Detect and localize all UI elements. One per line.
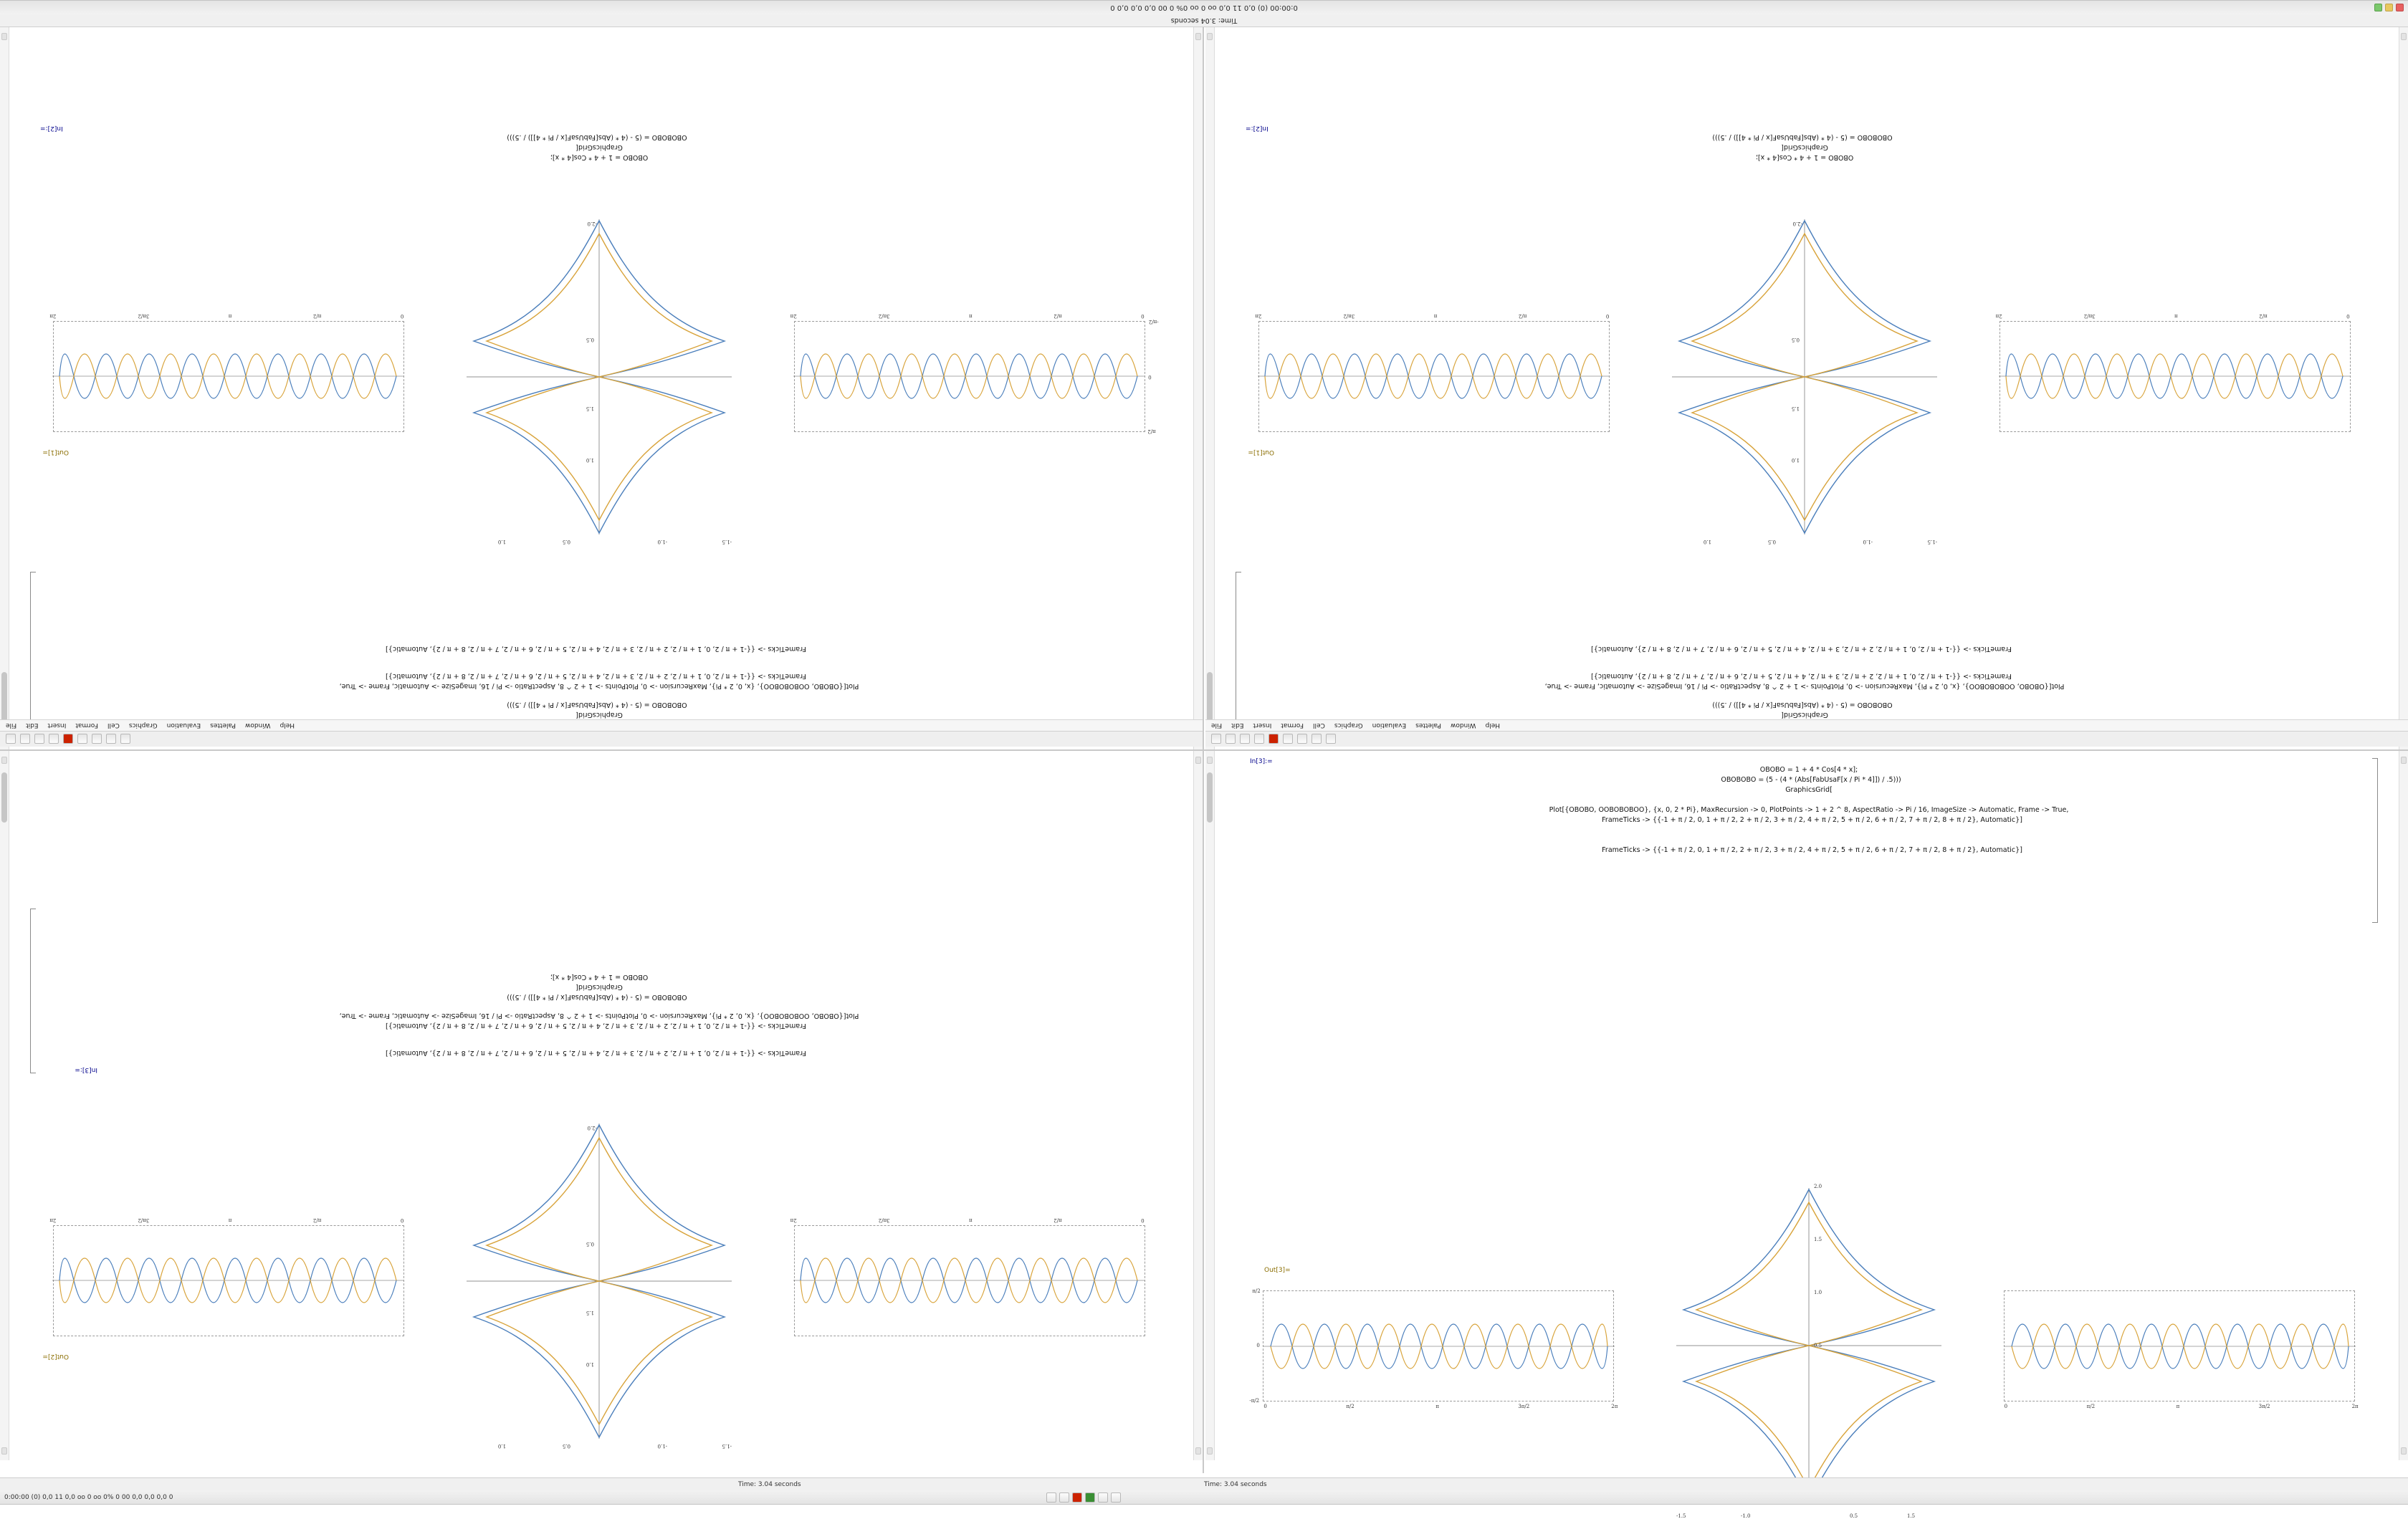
open-icon[interactable] [1226, 734, 1236, 744]
out-label-bl: Out[2]= [42, 1353, 69, 1360]
scroll-up-arrow[interactable] [1207, 33, 1213, 40]
tick-label: 1.0 [586, 457, 595, 463]
in-label-tl-2: In[2]:= [40, 125, 63, 132]
tick-label: π/2 [1054, 313, 1062, 320]
menu-item[interactable]: Format [75, 722, 99, 729]
tick-label: -1.5 [1927, 539, 1938, 545]
toolbar-right[interactable] [1205, 731, 2408, 747]
cosine-strip-right[interactable] [1255, 313, 1610, 433]
top-status-left-text: 0:00:00 (0) 0,0 11 0,0 oo 0 oo 0% 0 00 0,0 0,0 0,0 0 [1110, 4, 1298, 11]
tick-label: 3π/2 [138, 1217, 150, 1224]
code-line[interactable]: Plot[{OBOBO, OOBOBOBOO}, {x, 0, 2 * Pi}, MaxRecursion -> 0, PlotPoints -> 1 + 2 ^ 8, AspectRatio -> Pi / 16, ImageSize -> Automatic, Frame -> True, [1549, 806, 2069, 814]
tick-label: 0 [1263, 1403, 1267, 1409]
polar-rose-plot[interactable] [1655, 1181, 1963, 1519]
cosine-strip-right[interactable] [49, 313, 404, 433]
code-line[interactable]: GraphicsGrid[ [575, 143, 623, 151]
scroll-up-arrow[interactable] [2401, 757, 2407, 764]
code-line[interactable]: GraphicsGrid[ [1785, 786, 1833, 794]
cosine-strip-left[interactable] [790, 1217, 1145, 1337]
notebook-content-bl[interactable] [16, 751, 1187, 1460]
paste-icon[interactable] [1312, 734, 1322, 744]
tick-label: π/2 [2086, 1403, 2096, 1409]
code-spacer [1250, 795, 2368, 805]
cosine-strip-right[interactable] [49, 1217, 404, 1337]
scroll-up-arrow[interactable] [1195, 757, 1201, 764]
code-line[interactable]: FrameTicks -> {{-1 + π / 2, 0, 1 + π / 2, 2 + π / 2, 3 + π / 2, 4 + π / 2, 5 + π / 2, 6 + π / 2, 7 + π / 2, 8 + π / 2}, Automatic}] [386, 1022, 813, 1030]
code-spacer [40, 1039, 1158, 1048]
cell-bracket[interactable] [1236, 572, 1241, 737]
undo-icon[interactable] [1326, 734, 1336, 744]
tick-label: -1.0 [657, 539, 668, 545]
tick-label: 1.5 [586, 406, 595, 411]
code-spacer [40, 1030, 1158, 1039]
menu-item[interactable]: Evaluation [166, 722, 201, 729]
notebook-content-tr[interactable] [1221, 27, 2392, 749]
scrollbar-right-tr[interactable] [2399, 27, 2408, 749]
notebook-top-right[interactable] [1205, 27, 2408, 749]
tick-label: π [969, 313, 973, 320]
code-line[interactable]: GraphicsGrid[ [1781, 711, 1828, 719]
scroll-down-arrow[interactable] [2401, 1447, 2407, 1455]
bottom-titlebar [0, 1490, 2408, 1505]
graphics-grid-br[interactable] [1243, 1181, 2375, 1519]
tick-label: π/2 [1147, 428, 1156, 435]
scroll-up-arrow[interactable] [1, 33, 7, 40]
mid-chrome-left[interactable] [0, 719, 1203, 751]
close-icon[interactable] [2396, 4, 2404, 11]
tick-label: 0.5 [586, 1241, 595, 1247]
tick-label: 1.5 [586, 1310, 595, 1316]
graphics-grid-bl[interactable] [33, 1116, 1165, 1449]
tick-label: -1.0 [1740, 1513, 1751, 1519]
menubar-left[interactable] [0, 719, 1203, 731]
scroll-thumb[interactable] [1, 772, 7, 823]
in-label-br: In[3]:= [1250, 758, 1273, 765]
open-icon[interactable] [20, 734, 30, 744]
bottom-status-left-text: 0:00:00 (0) 0,0 11 0,0 oo 0 oo 0% 0 00 0,0 0,0 0,0 0 [4, 1493, 173, 1501]
copy-icon[interactable] [92, 734, 102, 744]
scrollbar-right-br[interactable] [2399, 751, 2408, 1460]
tick-label: 0 [1256, 1342, 1260, 1348]
code-line[interactable]: OBOBOBO = (5 - (4 * (Abs[FabUsaF[x / Pi * 4]]) / .5))) [1712, 701, 1897, 709]
cut-icon[interactable] [1283, 734, 1293, 744]
code-spacer [1246, 691, 2364, 699]
in-label-tr-2: In[2]:= [1246, 125, 1268, 132]
save-icon[interactable] [1098, 1492, 1108, 1503]
cosine-strip-left[interactable] [1249, 1288, 1618, 1409]
tick-label: π [228, 1217, 232, 1224]
code-line[interactable]: OBOBOBO = (5 - (4 * (Abs[FabUsaF[x / Pi * 4]]) / .5))) [1712, 133, 1897, 141]
tick-label: 0.5 [1813, 1343, 1822, 1348]
code-line[interactable]: OBOBO = 1 + 4 * Cos[4 * x]; [550, 153, 649, 161]
menu-item[interactable]: Window [244, 722, 271, 729]
code-line[interactable]: Plot[{OBOBO, OOBOBOBOO}, {x, 0, 2 * Pi}, MaxRecursion -> 0, PlotPoints -> 1 + 2 ^ 8, AspectRatio -> Pi / 16, ImageSize -> Automatic, Frame -> True, [1544, 682, 2065, 690]
mid-chrome-right[interactable] [1205, 719, 2408, 751]
tick-label: π [1435, 1403, 1439, 1409]
tick-label: 2π [1255, 313, 1262, 320]
code-line[interactable]: FrameTicks -> {{-1 + π / 2, 0, 1 + π / 2, 2 + π / 2, 3 + π / 2, 4 + π / 2, 5 + π / 2, 6 + π / 2, 7 + π / 2, 8 + π / 2}, Automatic}] [1591, 645, 2018, 653]
scrollbar-right-bl[interactable] [1193, 751, 1203, 1460]
menu-item[interactable]: Insert [47, 722, 67, 729]
tick-label: 1.0 [497, 539, 507, 545]
cosine-strip-left-svg [793, 321, 1145, 432]
tick-label: π/2 [312, 1217, 322, 1224]
code-spacer [40, 635, 1158, 643]
tick-label: -2.0 [587, 1125, 598, 1131]
new-icon[interactable] [1211, 734, 1221, 744]
tick-label: 1.0 [1813, 1290, 1822, 1295]
undo-icon[interactable] [120, 734, 130, 744]
code-line[interactable]: OBOBOBO = (5 - (4 * (Abs[FabUsaF[x / Pi * 4]]) / .5))) [507, 701, 692, 709]
tick-label: -1.5 [722, 539, 732, 545]
paste-icon[interactable] [106, 734, 116, 744]
notebook-top-left[interactable] [0, 27, 1203, 749]
tick-label: -2.0 [587, 221, 598, 226]
tick-label: 0 [1141, 313, 1145, 320]
cosine-strip-right-svg [52, 321, 403, 432]
tick-label: 2π [49, 1217, 57, 1224]
cosine-strip-left-svg [793, 1225, 1145, 1336]
cut-icon[interactable] [77, 734, 87, 744]
tick-label: 2.0 [1813, 1184, 1822, 1189]
print-icon[interactable] [1254, 734, 1264, 744]
tick-label: 0 [2004, 1403, 2008, 1409]
tick-label: 3π/2 [2083, 313, 2096, 320]
tick-label: 1.5 [1791, 406, 1800, 411]
out-label-tl: Out[1]= [42, 449, 69, 456]
tick-label: 2π [790, 313, 797, 320]
scrollbar-left-tl[interactable] [0, 27, 9, 749]
scrollbar-left-tr[interactable] [1205, 27, 1215, 749]
scroll-up-arrow[interactable] [1195, 33, 1201, 40]
bottom-timing-left: Time: 3.04 seconds [738, 1480, 801, 1488]
tick-label: 1.0 [1791, 457, 1800, 463]
code-line[interactable]: FrameTicks -> {{-1 + π / 2, 0, 1 + π / 2, 2 + π / 2, 3 + π / 2, 4 + π / 2, 5 + π / 2, 6 + π / 2, 7 + π / 2, 8 + π / 2}, Automatic}] [1591, 672, 2018, 680]
cosine-strip-right[interactable] [2004, 1290, 2359, 1409]
code-line[interactable]: OBOBO = 1 + 4 * Cos[4 * x]; [1759, 766, 1858, 774]
cosine-strip-left[interactable] [790, 313, 1159, 435]
top-status-strip [0, 14, 2408, 27]
new-icon[interactable] [1046, 1492, 1056, 1503]
tick-label: -1.5 [1676, 1513, 1686, 1519]
scroll-down-arrow[interactable] [1207, 1447, 1213, 1455]
stop-icon[interactable] [1072, 1492, 1082, 1503]
cosine-strip-right-svg [2005, 1291, 2356, 1402]
tick-label: π/2 [2259, 313, 2268, 320]
stop-icon[interactable] [63, 734, 73, 744]
code-line[interactable]: GraphicsGrid[ [1781, 143, 1828, 151]
tick-label: 0 [1141, 1217, 1145, 1224]
toolbar-left[interactable] [0, 731, 1203, 747]
code-spacer [1246, 653, 2364, 662]
tick-label: 0.5 [562, 539, 571, 545]
menu-item[interactable]: File [6, 722, 17, 729]
menubar-right[interactable] [1205, 719, 2408, 731]
scrollbar-left-bl[interactable] [0, 751, 9, 1460]
tick-label: 3π/2 [138, 313, 150, 320]
tick-label: 1.0 [497, 1443, 507, 1449]
scroll-down-arrow[interactable] [1, 1447, 7, 1455]
notebook-canvas-tl[interactable] [0, 27, 1203, 749]
tick-label: π [228, 313, 232, 320]
minimize-icon[interactable] [2385, 4, 2393, 11]
top-timing-text: Time: 3.04 seconds [1170, 16, 1238, 24]
tick-label: -π/2 [1249, 1397, 1260, 1404]
bottom-toolbar-icons[interactable] [1046, 1492, 1121, 1503]
tick-label: 2π [49, 313, 57, 320]
menu-item[interactable]: Cell [108, 722, 120, 729]
code-line[interactable]: FrameTicks -> {{-1 + π / 2, 0, 1 + π / 2, 2 + π / 2, 3 + π / 2, 4 + π / 2, 5 + π / 2, 6 + π / 2, 7 + π / 2, 8 + π / 2}, Automatic}] [386, 672, 813, 680]
tick-label: π [969, 1217, 973, 1224]
code-line[interactable]: GraphicsGrid[ [575, 711, 623, 719]
tick-label: 2π [1611, 1403, 1618, 1409]
code-line[interactable]: OBOBOBO = (5 - (4 * (Abs[FabUsaF[x / Pi * 4]]) / .5))) [507, 133, 692, 141]
graphics-grid-tl[interactable] [33, 212, 1165, 545]
bottom-status-strip [0, 1477, 2408, 1490]
maximize-icon[interactable] [2374, 4, 2382, 11]
tick-label: 0 [400, 313, 404, 320]
code-line[interactable]: GraphicsGrid[ [575, 983, 623, 991]
tick-label: 2π [2351, 1403, 2359, 1409]
tick-label: 0 [400, 1217, 404, 1224]
scroll-down-arrow[interactable] [1195, 1447, 1201, 1455]
code-line[interactable]: FrameTicks -> {{-1 + π / 2, 0, 1 + π / 2, 2 + π / 2, 3 + π / 2, 4 + π / 2, 5 + π / 2, 6 + π / 2, 7 + π / 2, 8 + π / 2}, Automatic}] [1595, 816, 2022, 824]
save-icon[interactable] [1240, 734, 1250, 744]
tick-label: π [1433, 313, 1438, 320]
cell-bracket[interactable] [2372, 758, 2378, 923]
copy-icon[interactable] [1297, 734, 1307, 744]
print-icon[interactable] [49, 734, 59, 744]
scroll-thumb[interactable] [1207, 672, 1213, 722]
menu-item[interactable]: Palettes [210, 722, 236, 729]
cosine-strip-left-svg [1263, 1291, 1615, 1402]
tick-label: 0.5 [1849, 1513, 1858, 1519]
menu-item[interactable]: Insert [1253, 722, 1272, 729]
menu-item[interactable]: Graphics [128, 722, 158, 729]
scrollbar-left-br[interactable] [1205, 751, 1215, 1460]
tick-label: 0.5 [1767, 539, 1777, 545]
window-controls[interactable] [2374, 4, 2404, 11]
tick-label: -1.0 [1863, 539, 1873, 545]
tick-label: 0.5 [1791, 337, 1800, 342]
code-spacer [40, 662, 1158, 671]
menu-item[interactable]: Evaluation [1372, 722, 1407, 729]
tick-label: 2π [790, 1217, 797, 1224]
tick-label: 1.0 [1703, 539, 1712, 545]
tick-label: π/2 [312, 313, 322, 320]
menu-item[interactable]: Help [280, 722, 295, 729]
menu-item[interactable]: Window [1450, 722, 1476, 729]
menu-item[interactable]: File [1211, 722, 1223, 729]
tick-label: -1.5 [722, 1443, 732, 1449]
menu-item[interactable]: Help [1485, 722, 1501, 729]
tick-label: π [2176, 1403, 2180, 1409]
tick-label: 3π/2 [1343, 313, 1355, 320]
code-line[interactable]: Plot[{OBOBO, OOBOBOBOO}, {x, 0, 2 * Pi}, MaxRecursion -> 0, PlotPoints -> 1 + 2 ^ 8, AspectRatio -> Pi / 16, ImageSize -> Automatic, Frame -> True, [339, 682, 859, 690]
menu-item[interactable]: Edit [26, 722, 39, 729]
cell-bracket[interactable] [30, 909, 36, 1073]
tick-label: π/2 [1054, 1217, 1062, 1224]
cosine-strip-right-svg [1258, 321, 1609, 432]
code-spacer [1246, 635, 2364, 643]
open-icon[interactable] [1059, 1492, 1069, 1503]
polar-rose-svg [1650, 212, 1959, 542]
menu-item[interactable]: Cell [1313, 722, 1325, 729]
code-line[interactable]: OBOBOBO = (5 - (4 * (Abs[FabUsaF[x / Pi * 4]]) / .5))) [507, 993, 692, 1001]
code-spacer [1250, 825, 2368, 835]
new-icon[interactable] [6, 734, 16, 744]
tick-label: 0 [1605, 313, 1610, 320]
top-titlebar [0, 0, 2408, 14]
stop-icon[interactable] [1268, 734, 1279, 744]
tick-label: π/2 [1252, 1288, 1261, 1294]
cosine-strip-left-svg [1999, 321, 2350, 432]
menu-item[interactable]: Palettes [1415, 722, 1441, 729]
tick-label: 0.5 [562, 1443, 571, 1449]
tick-label: 2π [1995, 313, 2002, 320]
polar-rose-plot[interactable] [445, 212, 753, 545]
tick-label: π [2174, 313, 2178, 320]
code-line[interactable]: OBOBO = 1 + 4 * Cos[4 * x]; [550, 973, 649, 981]
menu-item[interactable]: Graphics [1334, 722, 1363, 729]
print-icon[interactable] [1111, 1492, 1121, 1503]
polar-rose-plot[interactable] [1650, 212, 1959, 545]
code-spacer [40, 1058, 1158, 1066]
menu-item[interactable]: Format [1281, 722, 1304, 729]
tick-label: 0 [1148, 374, 1152, 380]
notebook-content-tl[interactable] [16, 27, 1187, 749]
cosine-strip-right-svg [52, 1225, 403, 1336]
cosine-strip-left[interactable] [1995, 313, 2351, 433]
scroll-up-arrow[interactable] [2401, 33, 2407, 40]
run-icon[interactable] [1085, 1492, 1095, 1503]
notebook-canvas-bl[interactable] [0, 751, 1203, 1460]
tick-label: 3π/2 [1518, 1403, 1530, 1409]
code-spacer [1250, 835, 2368, 845]
tick-label: 0 [2346, 313, 2350, 320]
tick-label: 3π/2 [878, 1217, 890, 1224]
code-line[interactable]: FrameTicks -> {{-1 + π / 2, 0, 1 + π / 2, 2 + π / 2, 3 + π / 2, 4 + π / 2, 5 + π / 2, 6 + π / 2, 7 + π / 2, 8 + π / 2}, Automatic}] [1595, 846, 2022, 854]
polar-rose-svg [445, 212, 753, 542]
tick-label: -2.0 [1792, 221, 1803, 226]
bottom-timing-right: Time: 3.04 seconds [1204, 1480, 1267, 1488]
code-line[interactable]: OBOBOBO = (5 - (4 * (Abs[FabUsaF[x / Pi * 4]]) / .5))) [1716, 776, 1901, 784]
code-spacer [1246, 662, 2364, 671]
graphics-grid-tr[interactable] [1238, 212, 2371, 545]
polar-rose-svg [445, 1116, 753, 1446]
tick-label: π/2 [1346, 1403, 1354, 1409]
tick-label: π/2 [1518, 313, 1527, 320]
notebook-bottom-left[interactable] [0, 751, 1203, 1460]
code-spacer [1250, 856, 2368, 866]
tick-label: 3π/2 [2258, 1403, 2270, 1409]
out-label-tr: Out[1]= [1248, 449, 1274, 456]
code-line[interactable]: FrameTicks -> {{-1 + π / 2, 0, 1 + π / 2, 2 + π / 2, 3 + π / 2, 4 + π / 2, 5 + π / 2, 6 + π / 2, 7 + π / 2, 8 + π / 2}, Automatic}] [386, 1049, 813, 1057]
tick-label: 1.0 [586, 1361, 595, 1367]
code-line[interactable]: FrameTicks -> {{-1 + π / 2, 0, 1 + π / 2, 2 + π / 2, 3 + π / 2, 4 + π / 2, 5 + π / 2, 6 + π / 2, 7 + π / 2, 8 + π / 2}, Automatic}] [386, 645, 813, 653]
scroll-thumb[interactable] [1207, 772, 1213, 823]
menu-item[interactable]: Edit [1231, 722, 1244, 729]
save-icon[interactable] [34, 734, 44, 744]
scroll-up-arrow[interactable] [1207, 757, 1213, 764]
polar-rose-svg [1655, 1181, 1963, 1510]
polar-rose-plot[interactable] [445, 1116, 753, 1449]
in-label-bl: In[3]:= [75, 1066, 97, 1073]
code-line[interactable]: Plot[{OBOBO, OOBOBOBOO}, {x, 0, 2 * Pi}, MaxRecursion -> 0, PlotPoints -> 1 + 2 ^ 8, AspectRatio -> Pi / 16, ImageSize -> Automatic, Frame -> True, [339, 1012, 859, 1020]
scrollbar-right-tl[interactable] [1193, 27, 1203, 749]
tick-label: 0.5 [586, 337, 595, 342]
code-line[interactable]: OBOBO = 1 + 4 * Cos[4 * x]; [1755, 153, 1854, 161]
tick-label: -π/2 [1148, 319, 1159, 325]
code-spacer [40, 1002, 1158, 1010]
tick-label: 1.5 [1906, 1513, 1916, 1519]
cell-bracket[interactable] [30, 572, 36, 737]
scroll-thumb[interactable] [1, 672, 7, 722]
tick-label: 1.5 [1813, 1237, 1822, 1242]
code-spacer [40, 691, 1158, 699]
notebook-canvas-tr[interactable] [1205, 27, 2408, 749]
out-label-br: Out[3]= [1264, 1267, 1291, 1274]
code-spacer [40, 653, 1158, 662]
tick-label: -1.0 [657, 1443, 668, 1449]
scroll-up-arrow[interactable] [1, 757, 7, 764]
tick-label: 3π/2 [878, 313, 890, 320]
